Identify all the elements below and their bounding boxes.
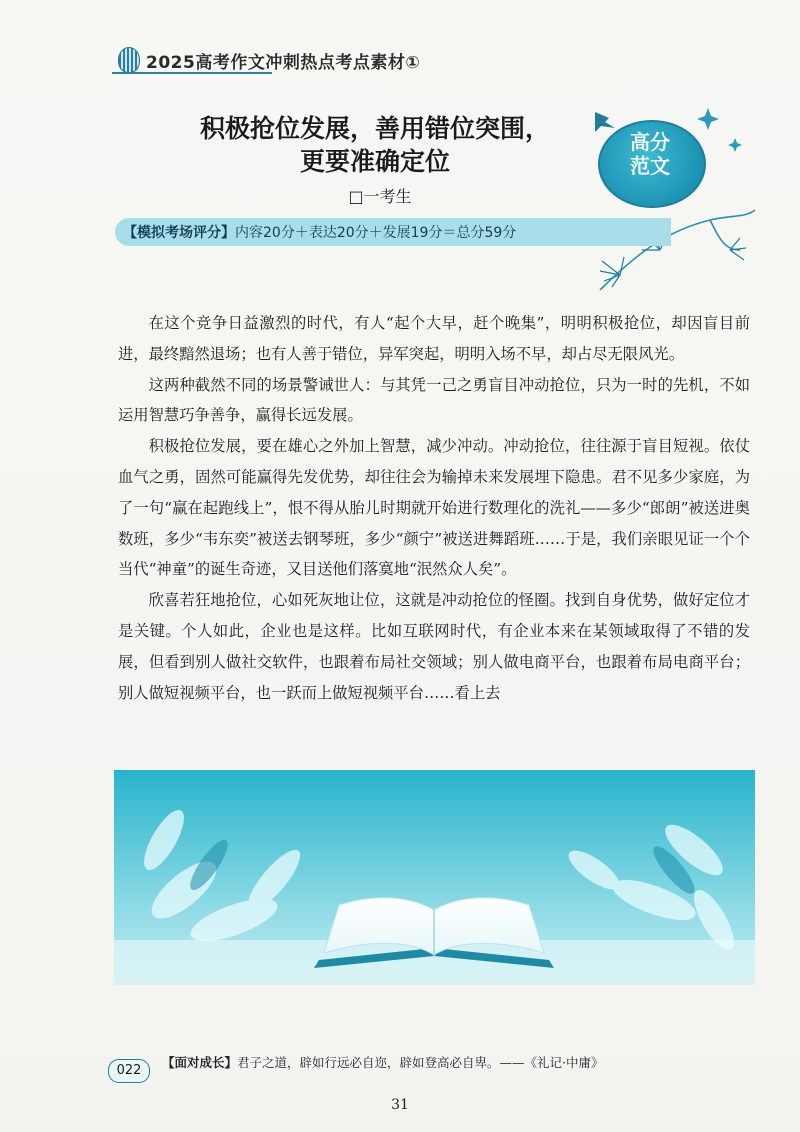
page-number: 31	[391, 1097, 409, 1113]
quote-text: 君子之道，辟如行远必自迩，辟如登高必自卑。——《礼记·中庸》	[237, 1055, 604, 1070]
score-text: 内容20分＋表达20分＋发展19分＝总分59分	[235, 225, 517, 241]
pinecone-logo-icon	[118, 47, 140, 73]
author-byline: □一考生	[348, 187, 412, 206]
article-title	[160, 112, 590, 178]
score-bar	[115, 218, 671, 246]
footer-page-label: 022	[108, 1059, 150, 1083]
high-score-badge	[598, 120, 708, 208]
quote-tag: 【面对成长】	[162, 1055, 238, 1070]
paragraph: 这两种截然不同的场景警诫世人：与其凭一己之勇盲目冲动抢位，只为一时的先机，不如运用智慧巧争善争，赢得长远发展。	[118, 375, 750, 425]
score-tag: 【模拟考场评分】	[123, 225, 235, 241]
header-title: 2025高考作文冲刺热点考点素材①	[146, 52, 421, 73]
header-rule	[112, 72, 272, 74]
badge-line2: 范文	[630, 154, 670, 178]
paragraph: 在这个竞争日益激烈的时代，有人“起个大早，赶个晚集”，明明积极抢位，却因盲目前进，最终黯然退场；也有人善于错位，异军突起，明明入场不早，却占尽无限风光。	[118, 314, 750, 363]
badge-line1: 高分	[630, 130, 670, 154]
paragraph: 欣喜若狂地抢位，心如死灰地让位，这就是冲动抢位的怪圈。找到自身优势，做好定位才是关键。个人如此，企业也是这样。比如互联网时代，有企业本来在某领域取得了不错的发展，但看到别人做社交软件，也跟着布局社交领域；别人做电商平台，也跟着布局电商平台；别人做短视频平台，也一跃而上做短视频平台……看上去	[118, 591, 750, 702]
paragraph: 积极抢位发展，要在雄心之外加上智慧，减少冲动。冲动抢位，往往源于盲目短视。依仗血气之勇，固然可能赢得先发优势，却往往会为输掉未来发展埋下隐患。君不见多少家庭，为了一句“赢在起跑线上”，恨不得从胎儿时期就开始进行数理化的洗礼——多少“郎朗”被送进奥数班，多少“韦东奕”被送去钢琴班，多少“颜宁”被送进舞蹈班……于是，我们亲眼见证一个个当代“神童”的诞生奇迹，又目送他们落寞地“泯然众人矣”。	[118, 437, 750, 579]
footer-quote	[162, 1053, 722, 1071]
open-book-illustration	[114, 770, 755, 985]
running-header	[118, 45, 420, 75]
article-body	[118, 308, 750, 708]
title-line-1: 积极抢位发展，善用错位突围，	[199, 114, 550, 143]
title-line-2: 更要准确定位	[299, 147, 450, 176]
badge-text	[598, 130, 702, 178]
